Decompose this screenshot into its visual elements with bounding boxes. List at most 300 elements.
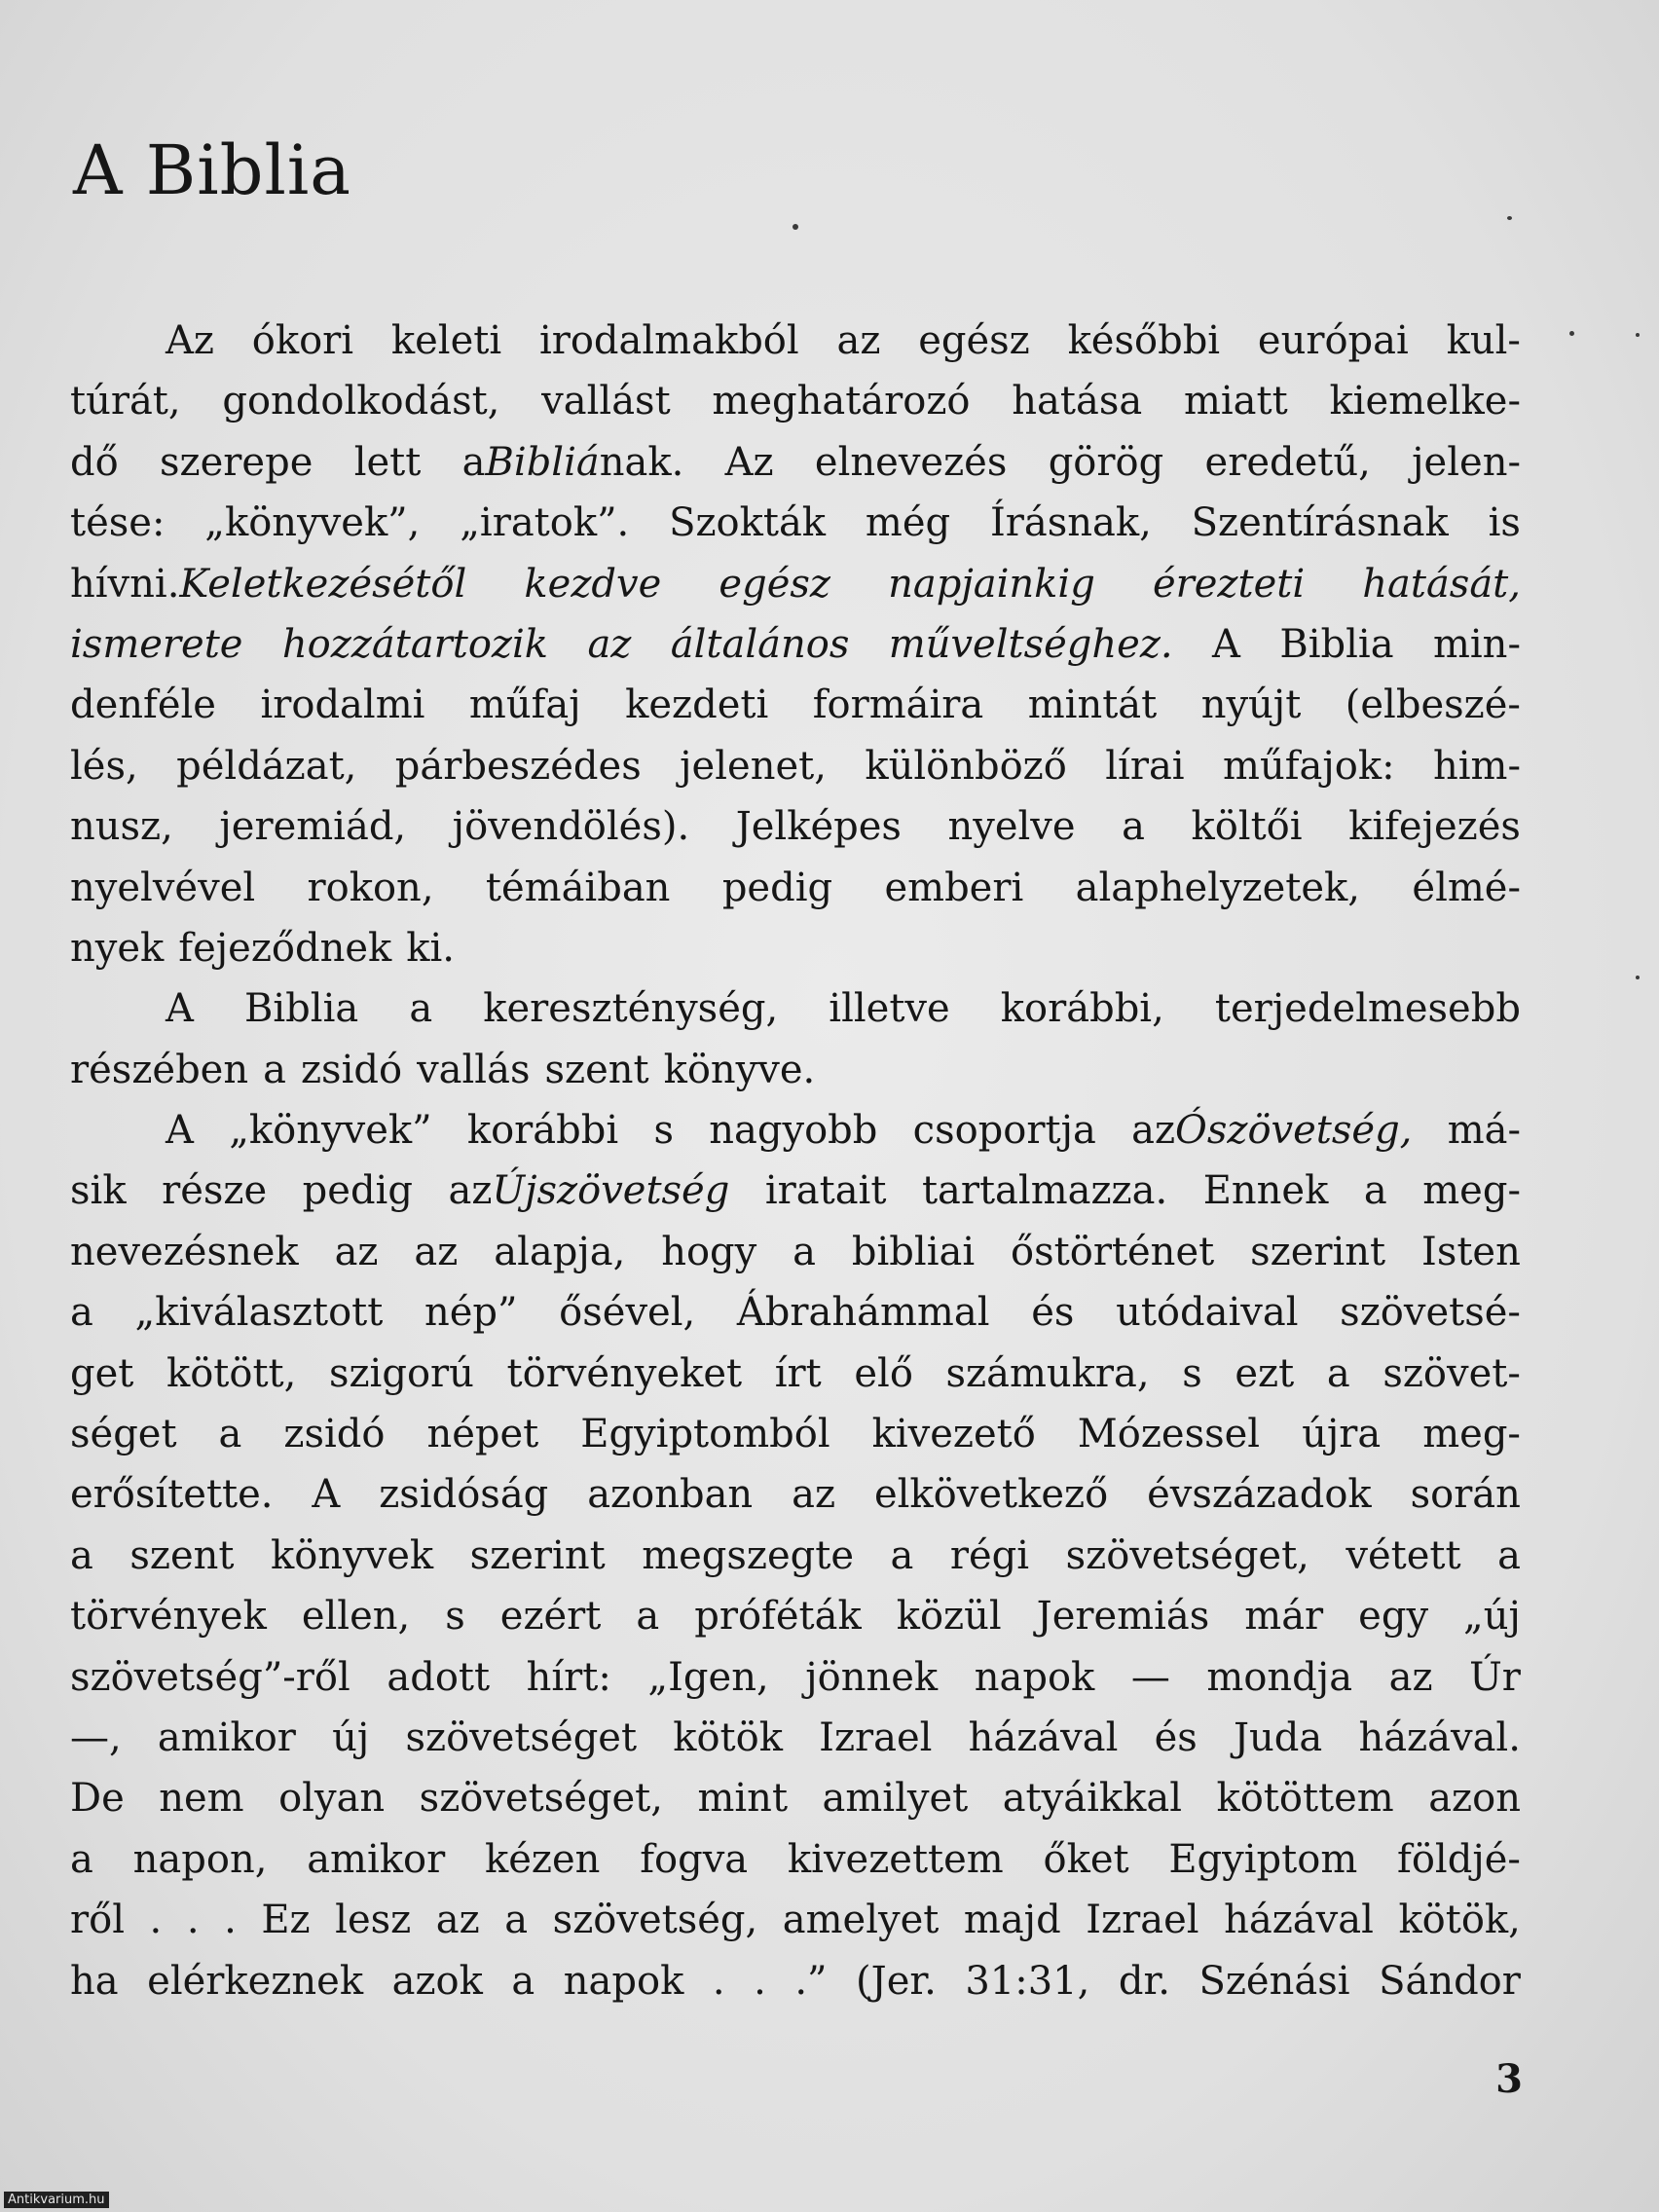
text-run: a (1122, 804, 1145, 850)
text-run: elő (854, 1350, 913, 1396)
word (1412, 432, 1521, 493)
text-run: him- (1433, 743, 1521, 789)
text-run: szerepe (160, 439, 313, 485)
text-run: nevezésnek (70, 1229, 299, 1274)
word (1044, 1829, 1129, 1890)
text-line (70, 675, 1521, 735)
text-run: a (793, 1229, 816, 1274)
text-run: nyek (70, 925, 165, 971)
text-run: illetve (829, 986, 950, 1032)
text-run: a (70, 1290, 93, 1336)
word (1469, 1647, 1521, 1708)
text-run: Az (724, 439, 774, 485)
word (166, 1100, 194, 1161)
word (278, 1768, 385, 1828)
text-run: a (461, 439, 486, 485)
word (587, 1464, 753, 1525)
word (70, 1464, 273, 1525)
text-run: get (70, 1350, 134, 1396)
word (70, 1344, 133, 1404)
word (392, 1951, 483, 2011)
text-run: fejeződnek (178, 925, 392, 971)
text-run: csoportja (912, 1108, 1096, 1154)
text-run: A (1212, 621, 1240, 667)
word (636, 1586, 659, 1646)
word (765, 1161, 887, 1221)
word (969, 1708, 1119, 1768)
word (888, 554, 1095, 614)
text-run: közül (896, 1594, 1002, 1640)
word (805, 1647, 938, 1708)
word (70, 614, 242, 675)
word (406, 918, 455, 978)
italic-text: Újszövetség (492, 1168, 730, 1214)
word (897, 1586, 1002, 1646)
italic-text: az (587, 621, 632, 667)
text-run: s (1182, 1350, 1202, 1396)
word (162, 1161, 267, 1221)
text-run: meghatározó (712, 379, 971, 424)
text-run: a (636, 1594, 660, 1640)
word (308, 858, 434, 918)
text-run: a (263, 1047, 286, 1092)
text-run: min- (1432, 621, 1521, 667)
word (1155, 1708, 1198, 1768)
word (647, 1647, 768, 1708)
italic-text: hatását, (1362, 561, 1521, 607)
word (453, 796, 690, 857)
text-run: részében (70, 1047, 249, 1092)
italic-text: ismerete (70, 621, 243, 667)
text-run: alaphelyzetek, (1075, 865, 1361, 910)
word (391, 311, 501, 371)
text-line (70, 1161, 1521, 1221)
word (303, 1161, 413, 1221)
text-run: nak. (599, 439, 684, 485)
text-run: —, (70, 1714, 122, 1760)
text-run: denféle (70, 682, 216, 728)
word (673, 1708, 783, 1768)
word (166, 978, 194, 1039)
text-run: az (792, 1472, 836, 1518)
text-run: kivezető (871, 1412, 1036, 1457)
text-run: Jeremiás (1036, 1594, 1210, 1640)
text-run: lesz (335, 1898, 412, 1943)
text-run: egész (918, 318, 1030, 363)
text-line (70, 1040, 1521, 1100)
word (1201, 675, 1302, 735)
text-run: nusz, (70, 804, 173, 850)
text-line (70, 493, 1521, 553)
word (722, 858, 832, 918)
text-run: nyújt (1200, 682, 1302, 728)
word (159, 1768, 243, 1828)
word (918, 311, 1030, 371)
word (1433, 614, 1521, 675)
text-run: Mózessel (1077, 1412, 1261, 1457)
text-run: Juda (1234, 1714, 1323, 1760)
text-run: hírt: (526, 1654, 611, 1700)
word (224, 1890, 237, 1950)
word (379, 1464, 548, 1525)
word (1348, 796, 1521, 857)
text-run: Biblia (243, 986, 359, 1032)
word (653, 1100, 674, 1161)
text-run: amilyet (822, 1776, 969, 1822)
word (424, 1282, 518, 1343)
word (1346, 675, 1521, 735)
text-run: és (1154, 1714, 1198, 1760)
text-run: az (836, 318, 881, 363)
word (354, 432, 422, 493)
word (500, 1586, 602, 1646)
text-run: szövetsé- (1340, 1290, 1521, 1336)
word (1397, 1829, 1521, 1890)
word (70, 1829, 93, 1890)
word (1105, 736, 1184, 796)
text-run: még (865, 500, 951, 546)
word (884, 858, 1023, 918)
word (661, 1222, 756, 1282)
text-run: a (70, 1532, 93, 1578)
word (1382, 1344, 1521, 1404)
word (754, 1951, 766, 2011)
word (625, 675, 768, 735)
word (70, 1404, 177, 1464)
text-run: Egyiptomból (580, 1412, 830, 1457)
text-run: és (1031, 1290, 1075, 1336)
word (1182, 1344, 1202, 1404)
word (854, 1344, 913, 1404)
word (405, 1708, 637, 1768)
text-run: mint (697, 1776, 789, 1822)
word (1203, 1161, 1329, 1221)
text-run: adott (387, 1654, 491, 1700)
text-run: az (1131, 1108, 1176, 1154)
word (1327, 1344, 1350, 1404)
word (1389, 1647, 1433, 1708)
text-run: európai (1257, 318, 1409, 363)
body-text (70, 311, 1521, 2011)
text-run: az (448, 1168, 493, 1214)
word (713, 1951, 725, 2011)
text-line (70, 858, 1521, 918)
word (736, 796, 902, 857)
word (1205, 432, 1371, 493)
text-run: s (445, 1594, 465, 1640)
text-run: 31:31, (965, 1958, 1090, 2004)
text-run: kivezettem (787, 1836, 1004, 1882)
text-run: zsidó (300, 1047, 403, 1092)
word (158, 1708, 296, 1768)
word (891, 1526, 914, 1586)
text-run: kötök (673, 1714, 783, 1760)
word (965, 1951, 1089, 2011)
word (524, 554, 661, 614)
text-run: .” (794, 1958, 828, 2004)
text-run: má- (1447, 1108, 1521, 1154)
word (187, 1890, 200, 1950)
page-number: 3 (1495, 2056, 1523, 2102)
word (1119, 1951, 1170, 2011)
text-run: nagyobb (709, 1108, 878, 1154)
word (426, 1404, 538, 1464)
print-speck (1569, 331, 1574, 336)
text-run: ókori (251, 318, 354, 363)
text-run: zsidó (283, 1412, 386, 1457)
text-run: az (334, 1229, 379, 1274)
word (709, 1100, 877, 1161)
text-run: tése: (70, 500, 166, 546)
text-run: már (1244, 1594, 1324, 1640)
text-run: őket (1043, 1836, 1129, 1882)
word (504, 1890, 528, 1950)
text-run: túrát, (70, 379, 181, 424)
word (1364, 1161, 1387, 1221)
word (70, 1951, 119, 2011)
word (1191, 796, 1302, 857)
word (1031, 1282, 1074, 1343)
text-run: a (1326, 1350, 1350, 1396)
text-run: zsidóság (379, 1472, 549, 1518)
text-run: ősével, (559, 1290, 696, 1336)
word (1037, 1586, 1210, 1646)
word (564, 1951, 684, 2011)
text-line (70, 1708, 1521, 1768)
word (252, 311, 353, 371)
watermark-label: Antikvarium.hu (4, 2192, 109, 2208)
text-run: a (1497, 1532, 1521, 1578)
text-run: különböző (865, 743, 1067, 789)
text-line (70, 432, 1521, 493)
text-run: kifejezés (1348, 804, 1521, 850)
text-line (70, 1586, 1521, 1646)
text-run: keleti (390, 318, 502, 363)
text-line (70, 1647, 1521, 1708)
text-run: a (890, 1532, 914, 1578)
text-run: szövet- (1382, 1350, 1521, 1396)
word (697, 1768, 788, 1828)
word (261, 1890, 310, 1950)
word (511, 1951, 535, 2011)
text-run: ről (70, 1898, 125, 1943)
word (788, 1829, 1004, 1890)
text-run: szövetséget, (1065, 1532, 1309, 1578)
word (1131, 1100, 1412, 1161)
text-run: hogy (661, 1229, 757, 1274)
text-run: házával (1224, 1898, 1374, 1943)
word (1198, 1951, 1349, 2011)
text-run: tartalmazza. (921, 1168, 1168, 1214)
text-line (70, 1526, 1521, 1586)
word (135, 1282, 384, 1343)
word (829, 978, 949, 1039)
print-speck (1636, 976, 1640, 979)
word (229, 1100, 431, 1161)
word (947, 796, 1075, 857)
text-run: ki. (406, 925, 456, 971)
word (1362, 554, 1521, 614)
word (263, 1040, 286, 1100)
text-run: (elbeszé- (1345, 682, 1521, 728)
word (819, 1708, 932, 1768)
text-line (70, 311, 1521, 371)
text-run: irodalmi (260, 682, 425, 728)
word (527, 1647, 611, 1708)
word (1489, 493, 1521, 553)
text-run: rokon, (307, 865, 434, 910)
word (420, 1768, 663, 1828)
word (587, 614, 631, 675)
word (1358, 1708, 1520, 1768)
word (1258, 311, 1409, 371)
text-line (70, 371, 1521, 431)
text-run: A (312, 1472, 341, 1518)
text-run: pedig (721, 865, 833, 910)
text-run: olyan (278, 1776, 386, 1822)
word (483, 978, 778, 1039)
word (70, 796, 173, 857)
text-run: eredetű, (1204, 439, 1371, 485)
word (70, 554, 466, 614)
word (70, 1040, 248, 1100)
word (712, 371, 970, 431)
word (222, 371, 499, 431)
word (70, 858, 255, 918)
word (1422, 1161, 1521, 1221)
word (794, 1951, 827, 2011)
text-run: „új (1463, 1594, 1521, 1640)
text-run: . (224, 1898, 237, 1943)
word (460, 493, 629, 553)
word (176, 736, 356, 796)
text-line (70, 1344, 1521, 1404)
word (725, 432, 774, 493)
text-run: a (70, 1836, 93, 1882)
word (166, 1344, 296, 1404)
text-run: . (712, 1958, 725, 2004)
text-run: pedig (302, 1168, 413, 1214)
word (792, 1464, 835, 1525)
text-run: földjé- (1397, 1836, 1521, 1882)
italic-text: Bibliá (485, 439, 600, 485)
text-run: őstörténet (1011, 1229, 1215, 1274)
text-run: új (332, 1714, 370, 1760)
word (872, 1404, 1036, 1464)
page-title: A Biblia (73, 130, 351, 210)
text-run: napok (974, 1654, 1095, 1700)
word (1012, 371, 1142, 431)
text-run: házával. (1358, 1714, 1521, 1760)
word (283, 1404, 385, 1464)
italic-text: Keletkezésétől (179, 561, 467, 607)
word (332, 1708, 369, 1768)
word (694, 1586, 861, 1646)
word (1379, 1951, 1521, 2011)
text-run: „könyvek” (229, 1108, 432, 1154)
text-run: párbeszédes (394, 743, 642, 789)
text-run: során (1410, 1472, 1521, 1518)
text-run: egy (1358, 1594, 1429, 1640)
text-line (70, 796, 1521, 857)
text-run: is (1488, 500, 1521, 546)
text-run: Izrael (1086, 1898, 1199, 1943)
word (335, 1890, 411, 1950)
text-run: Egyiptom (1168, 1836, 1358, 1882)
text-run: gondolkodást, (222, 379, 500, 424)
text-run: dő (70, 439, 119, 485)
text-run: formáira (812, 682, 984, 728)
word (1049, 432, 1164, 493)
text-run: ha (70, 1958, 119, 2004)
text-run: kézen (485, 1836, 601, 1882)
word (70, 1890, 125, 1950)
text-run: kötött, (166, 1350, 297, 1396)
text-run: (Jer. (856, 1958, 937, 2004)
word (329, 1344, 474, 1404)
word (507, 1344, 743, 1404)
word (950, 1526, 1029, 1586)
word (445, 1586, 465, 1646)
text-run: népet (426, 1412, 539, 1457)
word (1192, 493, 1449, 553)
text-run: s (653, 1108, 674, 1154)
text-run: kötök, (1398, 1898, 1521, 1943)
text-run: házával (968, 1714, 1119, 1760)
text-run: görög (1048, 439, 1164, 485)
word (70, 1647, 350, 1708)
text-run: az (1388, 1654, 1433, 1700)
word (775, 1344, 822, 1404)
word (436, 1890, 480, 1950)
text-run: De (70, 1776, 125, 1822)
text-run: napok (563, 1958, 684, 2004)
text-run: újra (1302, 1412, 1382, 1457)
text-run: régi (949, 1532, 1030, 1578)
word (70, 1282, 93, 1343)
word (133, 1829, 268, 1890)
text-run: kiemelke- (1329, 379, 1521, 424)
text-run: alapja, (494, 1229, 626, 1274)
word (1116, 1282, 1298, 1343)
text-run: bibliai (851, 1229, 976, 1274)
text-run: hatása (1012, 379, 1143, 424)
word (1346, 1526, 1460, 1586)
word (1412, 858, 1521, 918)
word (975, 1647, 1095, 1708)
word (70, 736, 138, 796)
italic-text: kezdve (524, 561, 662, 607)
text-line (70, 1282, 1521, 1343)
word (70, 1161, 127, 1221)
word (244, 978, 358, 1039)
word (150, 1890, 163, 1950)
italic-text: műveltséghez. (888, 621, 1173, 667)
word (417, 1040, 530, 1100)
word (70, 918, 164, 978)
text-line (70, 554, 1521, 614)
text-run: utódaival (1116, 1290, 1299, 1336)
text-run: könyve. (663, 1047, 816, 1092)
text-run: . (186, 1898, 200, 1943)
word (1433, 736, 1521, 796)
word (219, 796, 406, 857)
text-run: azok (391, 1958, 483, 2004)
text-run: a (504, 1898, 529, 1943)
text-run: Úr (1469, 1654, 1521, 1700)
word (335, 1222, 379, 1282)
text-run: évszázadok (1147, 1472, 1372, 1518)
